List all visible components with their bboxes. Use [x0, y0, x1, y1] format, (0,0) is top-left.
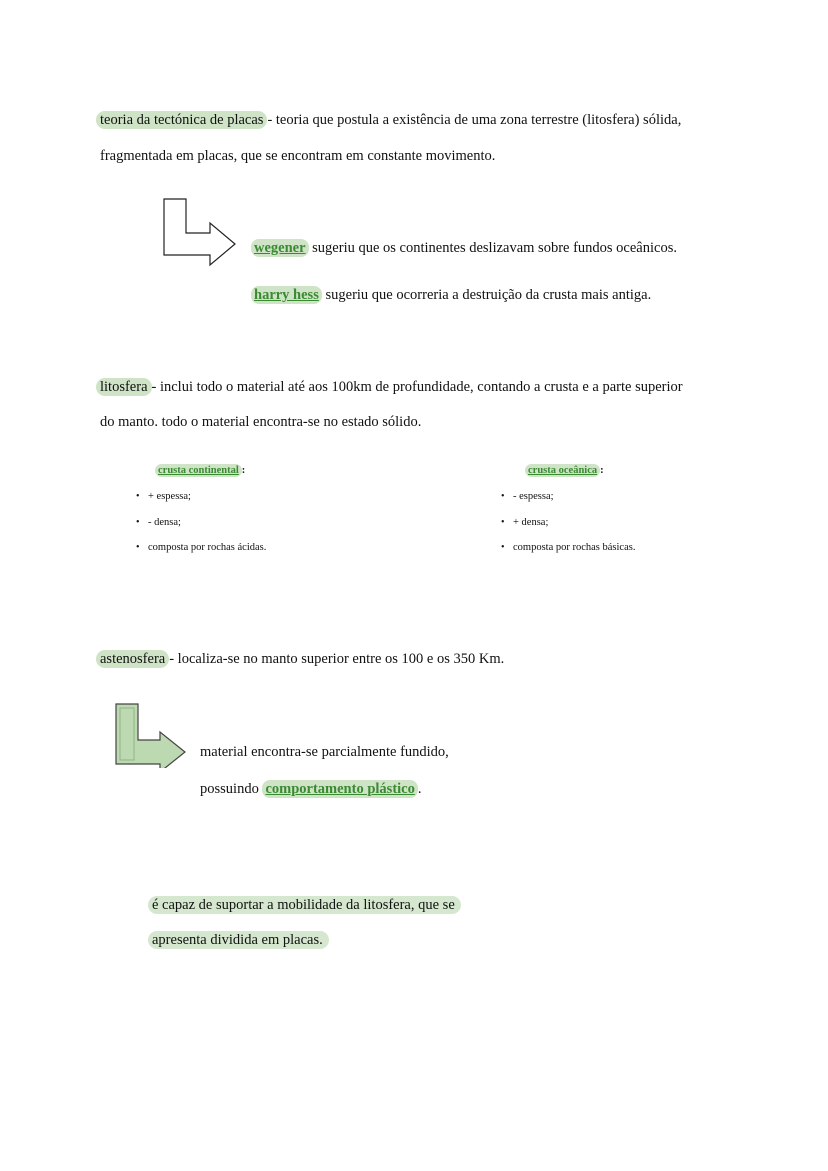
period: . [417, 781, 422, 797]
continental-crust-title: crusta continental [155, 464, 242, 477]
hess-name: harry hess [251, 286, 322, 304]
lithosphere-definition-text: - inclui todo o material até aos 100km de profundidade, contando a crusta e a parte superior [151, 379, 683, 395]
tectonics-definition-text: - teoria que postula a existência de uma zona terrestre (litosfera) sólida, [267, 112, 682, 128]
term-lithosphere: litosfera [96, 378, 152, 396]
asthenosphere-definition-line1 [100, 651, 504, 668]
list-item: • - densa; [136, 517, 266, 543]
oceanic-crust-title: crusta oceânica [525, 464, 600, 477]
list-item: • + densa; [501, 517, 635, 543]
asthenosphere-definition-text: - localiza-se no manto superior entre os 100 e os 350 Km. [169, 651, 505, 667]
bent-arrow-icon [162, 197, 238, 267]
asthenosphere-arrow-line1: material encontra-se parcialmente fundido, [200, 744, 449, 760]
plastic-behavior-term: comportamento plástico [262, 780, 417, 798]
list-item: • composta por rochas básicas. [501, 542, 635, 568]
continental-colon: : [241, 465, 246, 476]
term-tectonics: teoria da tectónica de placas [96, 111, 267, 129]
mobility-note-line1 [152, 897, 461, 914]
tectonics-definition-line1 [100, 112, 681, 129]
term-asthenosphere: astenosfera [96, 650, 169, 668]
mobility-note-line2 [152, 932, 329, 949]
mobility-note-text1: é capaz de suportar a mobilidade da litosfera, que se [148, 896, 461, 914]
list-item: • composta por rochas ácidas. [136, 542, 266, 568]
possuindo-text: possuindo [200, 781, 263, 797]
continental-crust-heading [155, 465, 245, 476]
lithosphere-definition-line2: do manto. todo o material encontra-se no estado sólido. [100, 414, 422, 430]
oceanic-crust-list [501, 491, 635, 568]
hess-text: sugeriu que ocorreria a destruição da crusta mais antiga. [321, 287, 652, 303]
asthenosphere-arrow-line2 [200, 781, 421, 798]
mobility-note-text2: apresenta dividida em placas. [148, 931, 329, 949]
list-item: • - espessa; [501, 491, 635, 517]
wegener-line [251, 240, 677, 257]
bent-arrow-icon [114, 702, 188, 768]
tectonics-definition-line2: fragmentada em placas, que se encontram em constante movimento. [100, 148, 496, 164]
wegener-name: wegener [251, 239, 309, 257]
hess-line [251, 287, 651, 304]
list-item: • + espessa; [136, 491, 266, 517]
wegener-text: sugeriu que os continentes deslizavam sobre fundos oceânicos. [308, 240, 677, 256]
oceanic-colon: : [600, 465, 604, 476]
continental-crust-list [136, 491, 266, 568]
lithosphere-definition-line1 [100, 379, 683, 396]
oceanic-crust-heading [525, 465, 604, 476]
